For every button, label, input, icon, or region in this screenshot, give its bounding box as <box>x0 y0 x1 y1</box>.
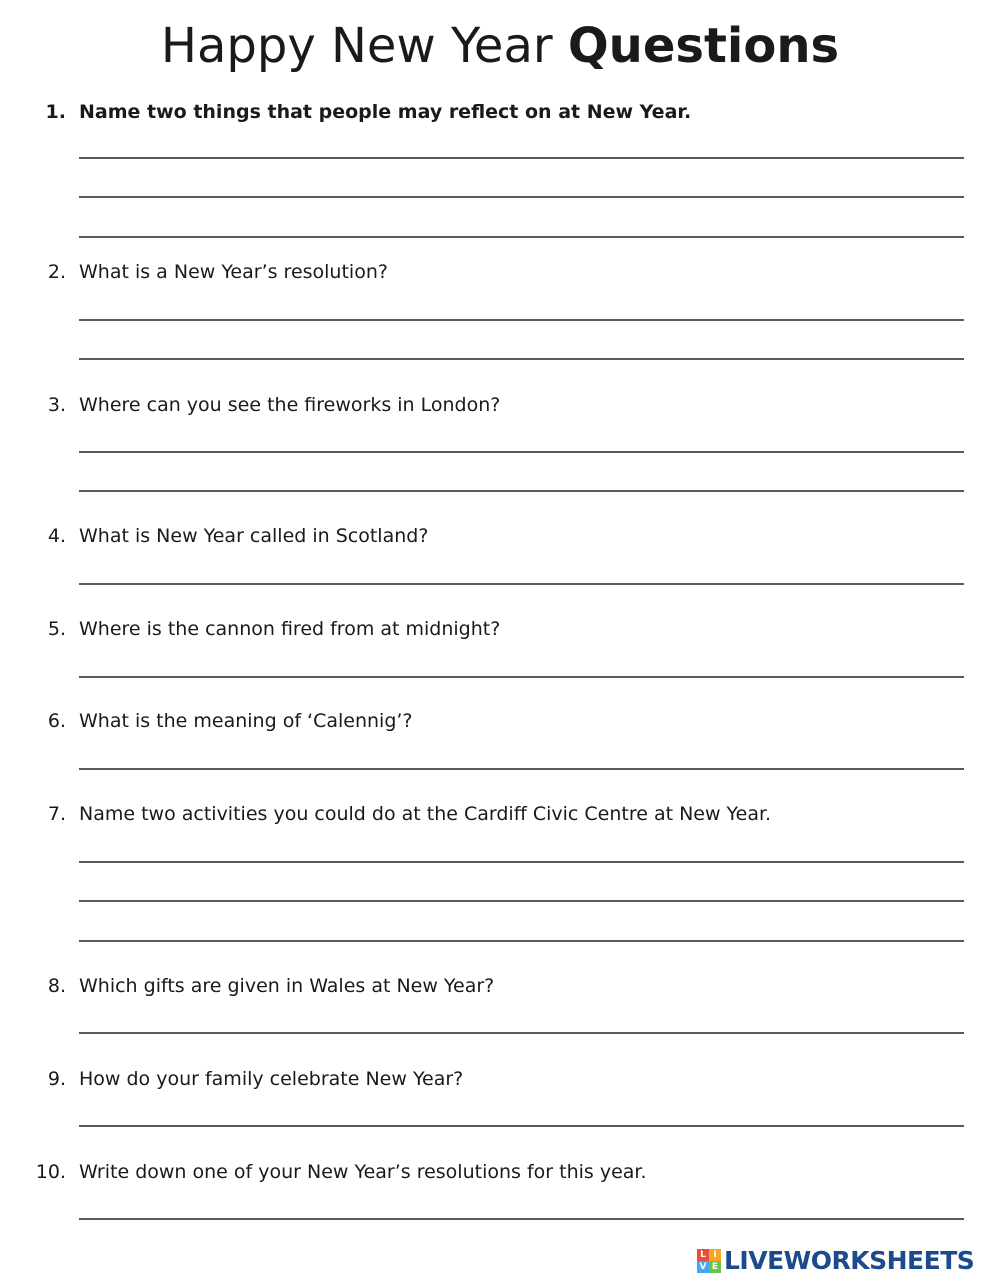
answer-line[interactable] <box>79 768 964 770</box>
answer-line[interactable] <box>79 1032 964 1034</box>
question-number: 4. <box>47 525 66 547</box>
question-number: 7. <box>47 803 66 825</box>
question-text: Name two things that people may reflect on at New Year. <box>79 101 692 123</box>
question-text: Name two activities you could do at the Cardiff Civic Centre at New Year. <box>79 803 772 825</box>
question-10 <box>0 1157 1000 1187</box>
answer-line[interactable] <box>79 583 964 585</box>
question-text: Where is the cannon fired from at midnight? <box>79 618 501 640</box>
question-1 <box>0 97 1000 127</box>
question-number: 1. <box>45 101 66 123</box>
answer-line[interactable] <box>79 358 964 360</box>
title-regular: Happy New Year <box>160 18 568 74</box>
answer-line[interactable] <box>79 319 964 321</box>
title-bold: Questions <box>567 18 840 74</box>
question-text: How do your family celebrate New Year? <box>79 1068 464 1090</box>
answer-line[interactable] <box>79 196 964 198</box>
page-title <box>0 16 1000 76</box>
answer-line[interactable] <box>79 157 964 159</box>
answer-line[interactable] <box>79 490 964 492</box>
question-4 <box>0 521 1000 551</box>
question-number: 9. <box>47 1068 66 1090</box>
answer-line[interactable] <box>79 676 964 678</box>
question-text: What is the meaning of ‘Calennig’? <box>79 710 413 732</box>
question-number: 5. <box>47 618 66 640</box>
question-number: 6. <box>47 710 66 732</box>
question-text: Which gifts are given in Wales at New Year? <box>79 975 495 997</box>
question-text: Where can you see the fireworks in London? <box>79 394 501 416</box>
question-number: 10. <box>35 1161 66 1183</box>
question-6 <box>0 706 1000 736</box>
question-number: 8. <box>47 975 66 997</box>
question-9 <box>0 1064 1000 1094</box>
question-7 <box>0 799 1000 829</box>
answer-line[interactable] <box>79 236 964 238</box>
question-number: 2. <box>47 261 66 283</box>
question-8 <box>0 971 1000 1001</box>
question-text: Write down one of your New Year’s resolutions for this year. <box>79 1161 647 1183</box>
logo-letter: I <box>709 1249 721 1261</box>
question-number: 3. <box>47 394 66 416</box>
question-text: What is a New Year’s resolution? <box>79 261 388 283</box>
question-3 <box>0 390 1000 420</box>
logo-grid-icon <box>697 1249 721 1273</box>
liveworksheets-logo <box>697 1246 974 1276</box>
question-5 <box>0 614 1000 644</box>
answer-line[interactable] <box>79 940 964 942</box>
answer-line[interactable] <box>79 451 964 453</box>
logo-letter: E <box>709 1261 721 1273</box>
answer-line[interactable] <box>79 861 964 863</box>
logo-letter: V <box>697 1261 709 1273</box>
logo-text: LIVEWORKSHEETS <box>724 1246 975 1275</box>
answer-line[interactable] <box>79 900 964 902</box>
question-text: What is New Year called in Scotland? <box>79 525 429 547</box>
answer-line[interactable] <box>79 1218 964 1220</box>
logo-letter: L <box>697 1249 709 1261</box>
question-2 <box>0 257 1000 287</box>
answer-line[interactable] <box>79 1125 964 1127</box>
